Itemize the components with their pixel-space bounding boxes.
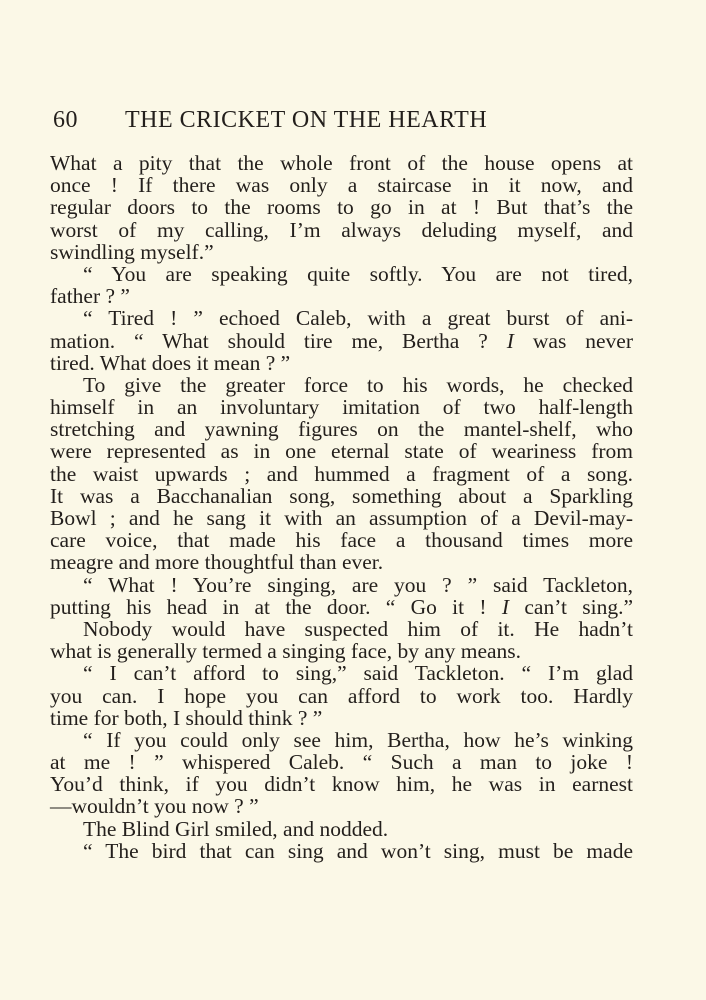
text-line: stretching and yawning figures on the mantel-shelf, who xyxy=(50,417,633,442)
text-line: the waist upwards ; and hummed a fragment of a song. xyxy=(50,461,633,486)
text-line: once ! If there was only a staircase in it now, and xyxy=(50,173,633,198)
text-line: “ What ! You’re singing, are you ? ” said Tackleton, xyxy=(83,572,633,597)
page-number: 60 xyxy=(53,107,78,133)
text-line: tired. What does it mean ? ” xyxy=(50,350,291,375)
text-line: worst of my calling, I’m always deluding myself, and xyxy=(50,217,633,242)
text-line: “ Tired ! ” echoed Caleb, with a great burst of ani- xyxy=(83,306,633,331)
running-head xyxy=(53,104,653,136)
body-text xyxy=(50,152,633,862)
text-line: “ I can’t afford to sing,” said Tackleton. “ I’m glad xyxy=(83,661,633,686)
running-title: THE CRICKET ON THE HEARTH xyxy=(125,107,488,133)
text-line: care voice, that made his face a thousand times more xyxy=(50,528,633,553)
text-line: at me ! ” whispered Caleb. “ Such a man to joke ! xyxy=(50,750,633,775)
text-line: were represented as in one eternal state of weariness from xyxy=(50,439,633,464)
text-line: “ If you could only see him, Bertha, how he’s winking xyxy=(83,727,633,752)
text-line: It was a Bacchanalian song, something about a Sparkling xyxy=(50,483,633,508)
text-line: father ? ” xyxy=(50,284,130,309)
text-line: Nobody would have suspected him of it. He hadn’t xyxy=(83,616,633,641)
text-line: —wouldn’t you now ? ” xyxy=(50,794,259,819)
text-line: what is generally termed a singing face, by any means. xyxy=(50,639,522,664)
text-line: regular doors to the rooms to go in at ! But that’s the xyxy=(50,195,633,220)
text-line: himself in an involuntary imitation of two half-length xyxy=(50,395,633,420)
text-line: you can. I hope you can afford to work too. Hardly xyxy=(50,683,633,708)
text-line: Bowl ; and he sang it with an assumption of a Devil-may- xyxy=(50,506,633,530)
text-line: What a pity that the whole front of the house opens at xyxy=(50,151,633,175)
text-line: You’d think, if you didn’t know him, he was in earnest xyxy=(50,772,633,797)
text-line: mation. “ What should tire me, Bertha ? I was never xyxy=(50,328,633,353)
text-line: swindling myself.” xyxy=(50,239,214,264)
text-line: To give the greater force to his words, he checked xyxy=(83,372,633,397)
text-line: meagre and more thoughtful than ever. xyxy=(50,550,384,575)
text-line: “ The bird that can sing and won’t sing, must be made xyxy=(83,838,633,863)
text-line: “ You are speaking quite softly. You are not tired, xyxy=(83,261,633,286)
text-line: putting his head in at the door. “ Go it ! I can’t sing.” xyxy=(50,594,633,619)
text-line: time for both, I should think ? ” xyxy=(50,705,323,730)
text-line: The Blind Girl smiled, and nodded. xyxy=(83,816,389,841)
